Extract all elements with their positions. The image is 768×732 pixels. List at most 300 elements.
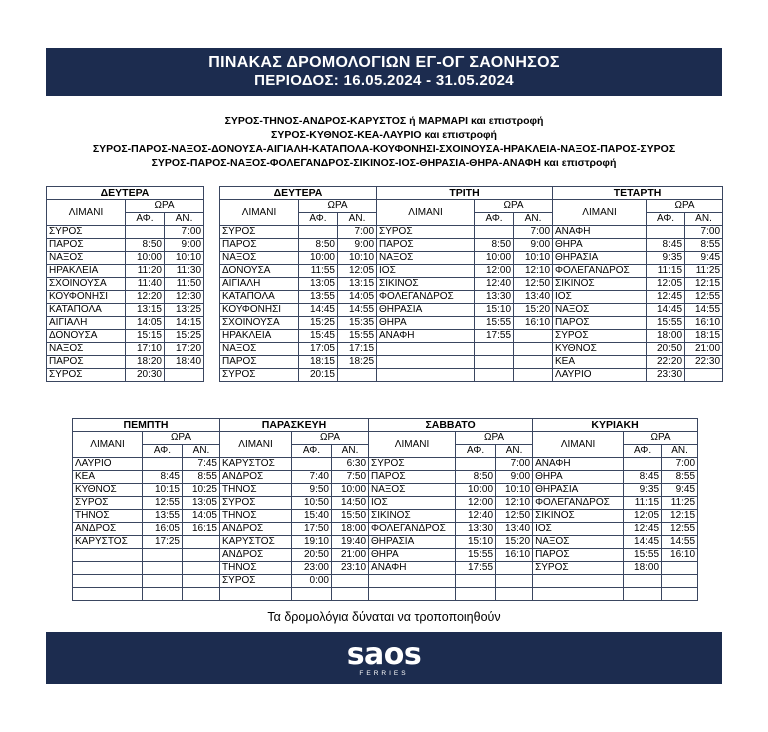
port-cell: ΣΙΚΙΝΟΣ (369, 510, 456, 523)
departure-cell (143, 458, 183, 471)
departure-cell: 13:30 (456, 523, 496, 536)
departure-cell: 17:55 (475, 330, 514, 343)
arrival-cell: 18:00 (332, 523, 369, 536)
port-cell: ΑΝΑΦΗ (377, 330, 475, 343)
arrival-cell: 10:00 (332, 484, 369, 497)
departure-cell (456, 458, 496, 471)
table-row (220, 304, 723, 317)
port-cell: ΛΑΥΡΙΟ (73, 458, 143, 471)
port-cell: ΘΗΡΑ (369, 549, 456, 562)
departure-cell: 14:45 (624, 536, 662, 549)
day-header-row (220, 187, 723, 200)
port-cell: ΔΟΝΟΥΣΑ (220, 265, 299, 278)
departure-cell: 8:45 (647, 239, 685, 252)
route-line: ΣΥΡΟΣ-ΤΗΝΟΣ-ΑΝΔΡΟΣ-ΚΑΡΥΣΤΟΣ ή ΜΑΡΜΑΡΙ και επιστροφή (224, 115, 544, 127)
port-cell: ΣΥΡΟΣ (533, 562, 624, 575)
departure-cell (299, 226, 338, 239)
arrival-cell: 13:40 (496, 523, 533, 536)
arrival-cell: 9:00 (496, 471, 533, 484)
arrival-cell: 9:45 (662, 484, 698, 497)
port-column-header: ΛΙΜΑΝΙ (553, 200, 647, 226)
port-cell: ΣΥΡΟΣ (377, 226, 475, 239)
port-cell: ΚΑΤΑΠΟΛΑ (220, 291, 299, 304)
arrival-cell: 7:00 (685, 226, 723, 239)
table-row (73, 510, 698, 523)
port-cell: ΦΟΛΕΓΑΝΔΡΟΣ (377, 291, 475, 304)
arrival-cell: 19:40 (332, 536, 369, 549)
table-row (220, 252, 723, 265)
port-cell: ΦΟΛΕΓΑΝΔΡΟΣ (553, 265, 647, 278)
departure-cell: 11:15 (624, 497, 662, 510)
departure-cell: 11:55 (299, 265, 338, 278)
port-cell: ΤΗΝΟΣ (220, 510, 292, 523)
departure-cell: 20:50 (292, 549, 332, 562)
departure-cell: 18:20 (126, 356, 165, 369)
departure-cell (126, 226, 165, 239)
port-cell: ΚΥΘΝΟΣ (73, 484, 143, 497)
port-cell (533, 588, 624, 601)
port-cell: ΚΑΡΥΣΤΟΣ (220, 458, 292, 471)
port-cell: ΘΗΡΑΣΙΑ (377, 304, 475, 317)
departure-cell (456, 575, 496, 588)
departure-cell (475, 343, 514, 356)
port-cell (220, 588, 292, 601)
day-header: ΣΑΒΒΑΤΟ (369, 419, 533, 432)
arrival-cell: 16:10 (662, 549, 698, 562)
arrival-cell (685, 369, 723, 382)
time-column-header: ΩΡΑ (624, 432, 698, 445)
port-cell: ΠΑΡΟΣ (369, 471, 456, 484)
arrival-cell: 14:55 (685, 304, 723, 317)
table-row (47, 291, 204, 304)
arrival-cell: 12:10 (514, 265, 553, 278)
table-row (47, 252, 204, 265)
port-cell: ΛΑΥΡΙΟ (553, 369, 647, 382)
departure-cell (624, 588, 662, 601)
port-cell: ΠΑΡΟΣ (553, 317, 647, 330)
routes-list (0, 114, 768, 170)
departure-cell (143, 562, 183, 575)
departure-cell: 8:50 (126, 239, 165, 252)
arrival-cell: 9:00 (165, 239, 204, 252)
departure-cell: 18:00 (624, 562, 662, 575)
arrival-cell: 14:05 (183, 510, 220, 523)
arrival-cell: 9:00 (514, 239, 553, 252)
departure-cell: 14:05 (126, 317, 165, 330)
timetable-monday-1 (46, 186, 204, 382)
port-cell: ΑΝΔΡΟΣ (220, 549, 292, 562)
port-cell: ΣΥΡΟΣ (73, 497, 143, 510)
departure-cell: 17:10 (126, 343, 165, 356)
port-cell: ΑΙΓΙΑΛΗ (220, 278, 299, 291)
port-cell (73, 575, 143, 588)
departure-cell (143, 575, 183, 588)
table-row (220, 369, 723, 382)
arrival-header: ΑΝ. (514, 213, 553, 226)
port-cell: ΚΟΥΦΟΝΗΣΙ (220, 304, 299, 317)
arrival-cell (514, 330, 553, 343)
saos-logo: saos (346, 637, 422, 672)
departure-cell: 11:15 (647, 265, 685, 278)
port-cell: ΘΗΡΑ (533, 471, 624, 484)
disclaimer-note: Τα δρομολόγια δύναται να τροποποιηθούν (267, 610, 501, 624)
arrival-cell: 14:15 (165, 317, 204, 330)
port-cell: ΣΥΡΟΣ (220, 497, 292, 510)
departure-cell: 13:05 (299, 278, 338, 291)
table-row (220, 317, 723, 330)
arrival-cell (662, 562, 698, 575)
port-cell: ΤΗΝΟΣ (73, 510, 143, 523)
arrival-cell: 15:50 (332, 510, 369, 523)
port-cell: ΑΝΔΡΟΣ (220, 471, 292, 484)
route-line: ΣΥΡΟΣ-ΠΑΡΟΣ-ΝΑΞΟΣ-ΦΟΛΕΓΑΝΔΡΟΣ-ΣΙΚΙΝΟΣ-ΙΟΣ-ΘΗΡΑΣΙΑ-ΘΗΡΑ-ΑΝΑΦΗ και επιστροφή (151, 157, 617, 169)
port-cell: ΚΕΑ (553, 356, 647, 369)
arrival-cell: 16:10 (496, 549, 533, 562)
departure-header: ΑΦ. (126, 213, 165, 226)
arrival-cell: 18:40 (165, 356, 204, 369)
departure-cell: 20:50 (647, 343, 685, 356)
port-cell: ΝΑΞΟΣ (220, 343, 299, 356)
arrival-cell (496, 588, 533, 601)
day-header: ΠΕΜΠΤΗ (73, 419, 220, 432)
port-cell: ΣΥΡΟΣ (47, 226, 126, 239)
port-cell: ΣΥΡΟΣ (220, 575, 292, 588)
departure-cell (475, 356, 514, 369)
table-row (73, 562, 698, 575)
departure-cell: 12:45 (647, 291, 685, 304)
arrival-cell: 12:15 (662, 510, 698, 523)
table-row (73, 549, 698, 562)
time-column-header: ΩΡΑ (126, 200, 204, 213)
arrival-cell: 12:30 (165, 291, 204, 304)
arrival-cell: 13:40 (514, 291, 553, 304)
table-row (220, 356, 723, 369)
table-row (73, 575, 698, 588)
arrival-cell (662, 575, 698, 588)
departure-cell: 15:25 (299, 317, 338, 330)
port-cell: ΑΝΑΦΗ (553, 226, 647, 239)
port-cell: ΠΑΡΟΣ (47, 239, 126, 252)
page-title: ΠΙΝΑΚΑΣ ΔΡΟΜΟΛΟΓΙΩΝ ΕΓ-ΟΓ ΣΑΟΝΗΣΟΣ (208, 54, 560, 71)
departure-cell: 22:20 (647, 356, 685, 369)
port-cell: ΙΟΣ (377, 265, 475, 278)
table-row (73, 588, 698, 601)
departure-cell: 16:05 (143, 523, 183, 536)
departure-cell (624, 575, 662, 588)
departure-cell: 15:40 (292, 510, 332, 523)
port-column-header: ΛΙΜΑΝΙ (220, 432, 292, 458)
arrival-cell: 12:55 (685, 291, 723, 304)
arrival-cell: 7:00 (662, 458, 698, 471)
departure-header: ΑΦ. (299, 213, 338, 226)
arrival-cell: 15:20 (514, 304, 553, 317)
port-cell: ΠΑΡΟΣ (220, 356, 299, 369)
departure-cell: 10:00 (475, 252, 514, 265)
arrival-cell (662, 588, 698, 601)
port-cell (533, 575, 624, 588)
departure-cell: 9:35 (624, 484, 662, 497)
arrival-cell: 12:10 (496, 497, 533, 510)
port-cell: ΦΟΛΕΓΑΝΔΡΟΣ (533, 497, 624, 510)
departure-cell (624, 458, 662, 471)
arrival-cell: 13:15 (338, 278, 377, 291)
port-cell (377, 356, 475, 369)
departure-header: ΑΦ. (456, 445, 496, 458)
arrival-cell: 9:45 (685, 252, 723, 265)
port-cell (73, 588, 143, 601)
departure-cell: 8:45 (624, 471, 662, 484)
port-cell: ΚΑΡΥΣΤΟΣ (220, 536, 292, 549)
departure-cell: 12:05 (624, 510, 662, 523)
table-row (73, 536, 698, 549)
port-cell: ΘΗΡΑ (377, 317, 475, 330)
arrival-cell: 7:00 (496, 458, 533, 471)
table-row (47, 304, 204, 317)
arrival-cell (496, 575, 533, 588)
port-cell: ΣΙΚΙΝΟΣ (553, 278, 647, 291)
departure-cell: 13:30 (475, 291, 514, 304)
arrival-cell (183, 549, 220, 562)
arrival-header: ΑΝ. (662, 445, 698, 458)
port-cell (377, 343, 475, 356)
column-header-row (47, 200, 204, 213)
port-cell: ΣΥΡΟΣ (369, 458, 456, 471)
arrival-cell (338, 369, 377, 382)
arrival-cell: 12:50 (496, 510, 533, 523)
port-cell: ΚΑΤΑΠΟΛΑ (47, 304, 126, 317)
day-header: ΔΕΥΤΕΡΑ (220, 187, 377, 200)
port-column-header: ΛΙΜΑΝΙ (533, 432, 624, 458)
arrival-cell: 22:30 (685, 356, 723, 369)
arrival-cell: 12:05 (338, 265, 377, 278)
departure-cell: 12:05 (647, 278, 685, 291)
arrival-cell: 23:10 (332, 562, 369, 575)
table-row (47, 343, 204, 356)
table-row (47, 356, 204, 369)
arrival-cell: 15:55 (338, 330, 377, 343)
arrival-cell: 15:20 (496, 536, 533, 549)
arrival-cell: 17:20 (165, 343, 204, 356)
departure-cell: 0:00 (292, 575, 332, 588)
arrival-cell: 11:25 (685, 265, 723, 278)
departure-cell: 10:00 (299, 252, 338, 265)
departure-cell: 23:30 (647, 369, 685, 382)
port-cell: ΔΟΝΟΥΣΑ (47, 330, 126, 343)
departure-header: ΑΦ. (475, 213, 514, 226)
port-cell: ΚΕΑ (73, 471, 143, 484)
port-cell: ΠΑΡΟΣ (377, 239, 475, 252)
port-cell: ΤΗΝΟΣ (220, 484, 292, 497)
table-row (220, 343, 723, 356)
day-header: ΤΕΤΑΡΤΗ (553, 187, 723, 200)
departure-cell: 17:50 (292, 523, 332, 536)
table-row (73, 458, 698, 471)
arrival-cell: 10:10 (165, 252, 204, 265)
port-cell (369, 575, 456, 588)
day-header-row (47, 187, 204, 200)
arrival-cell: 14:05 (338, 291, 377, 304)
port-cell: ΣΧΟΙΝΟΥΣΑ (220, 317, 299, 330)
arrival-cell: 10:10 (338, 252, 377, 265)
departure-cell: 15:55 (456, 549, 496, 562)
port-cell: ΣΥΡΟΣ (220, 226, 299, 239)
port-cell: ΠΑΡΟΣ (533, 549, 624, 562)
port-cell: ΣΙΚΙΝΟΣ (533, 510, 624, 523)
departure-cell: 9:50 (292, 484, 332, 497)
departure-cell: 8:45 (143, 471, 183, 484)
port-cell: ΚΑΡΥΣΤΟΣ (73, 536, 143, 549)
table-row (47, 278, 204, 291)
departure-header: ΑΦ. (143, 445, 183, 458)
arrival-cell: 10:10 (496, 484, 533, 497)
port-cell: ΘΗΡΑΣΙΑ (533, 484, 624, 497)
departure-cell: 18:15 (299, 356, 338, 369)
port-cell: ΚΟΥΦΟΝΗΣΙ (47, 291, 126, 304)
table-row (47, 369, 204, 382)
arrival-cell: 13:25 (165, 304, 204, 317)
table-row (73, 471, 698, 484)
day-header: ΔΕΥΤΕΡΑ (47, 187, 204, 200)
port-column-header: ΛΙΜΑΝΙ (73, 432, 143, 458)
port-cell: ΝΑΞΟΣ (553, 304, 647, 317)
departure-cell: 20:15 (299, 369, 338, 382)
arrival-cell: 7:00 (514, 226, 553, 239)
port-column-header: ΛΙΜΑΝΙ (377, 200, 475, 226)
table-row (220, 265, 723, 278)
arrival-cell: 10:10 (514, 252, 553, 265)
arrival-cell (183, 575, 220, 588)
departure-cell (143, 549, 183, 562)
arrival-cell: 18:15 (685, 330, 723, 343)
period-text: ΠΕΡΙΟΔΟΣ: 16.05.2024 - 31.05.2024 (254, 72, 514, 89)
table-row (47, 239, 204, 252)
arrival-cell: 11:50 (165, 278, 204, 291)
departure-cell: 17:25 (143, 536, 183, 549)
table-row (220, 278, 723, 291)
table-row (220, 291, 723, 304)
departure-header: ΑΦ. (624, 445, 662, 458)
arrival-cell: 11:30 (165, 265, 204, 278)
departure-cell: 23:00 (292, 562, 332, 575)
port-cell (73, 549, 143, 562)
arrival-header: ΑΝ. (165, 213, 204, 226)
time-column-header: ΩΡΑ (292, 432, 369, 445)
departure-cell: 12:20 (126, 291, 165, 304)
port-cell: ΝΑΞΟΣ (47, 252, 126, 265)
arrival-cell: 13:05 (183, 497, 220, 510)
arrival-cell: 12:55 (662, 523, 698, 536)
port-cell: ΚΥΘΝΟΣ (553, 343, 647, 356)
arrival-header: ΑΝ. (332, 445, 369, 458)
timetable-thursday-to-sunday (72, 418, 698, 601)
port-column-header: ΛΙΜΑΝΙ (47, 200, 126, 226)
departure-cell: 7:40 (292, 471, 332, 484)
table-row (220, 239, 723, 252)
departure-cell (475, 226, 514, 239)
arrival-cell: 16:10 (514, 317, 553, 330)
departure-cell: 12:00 (475, 265, 514, 278)
departure-cell (647, 226, 685, 239)
port-cell: ΣΙΚΙΝΟΣ (377, 278, 475, 291)
time-column-header: ΩΡΑ (647, 200, 723, 213)
departure-cell (292, 458, 332, 471)
port-cell: ΝΑΞΟΣ (377, 252, 475, 265)
departure-header: ΑΦ. (647, 213, 685, 226)
time-column-header: ΩΡΑ (475, 200, 553, 213)
arrival-cell (496, 562, 533, 575)
arrival-cell: 16:15 (183, 523, 220, 536)
table-row (47, 317, 204, 330)
arrival-cell (332, 588, 369, 601)
arrival-cell (332, 575, 369, 588)
departure-cell: 15:55 (624, 549, 662, 562)
arrival-cell: 7:00 (165, 226, 204, 239)
table-row (47, 330, 204, 343)
table-row (220, 330, 723, 343)
departure-cell: 8:50 (475, 239, 514, 252)
day-header: ΤΡΙΤΗ (377, 187, 553, 200)
saos-logo-subtitle: FERRIES (359, 670, 409, 677)
arrival-cell (183, 562, 220, 575)
arrival-cell: 7:00 (338, 226, 377, 239)
arrival-cell: 8:55 (183, 471, 220, 484)
port-cell: ΑΝΑΦΗ (533, 458, 624, 471)
departure-cell: 8:50 (456, 471, 496, 484)
departure-cell: 11:40 (126, 278, 165, 291)
table-row (73, 497, 698, 510)
port-cell: ΝΑΞΟΣ (533, 536, 624, 549)
port-cell (73, 562, 143, 575)
time-column-header: ΩΡΑ (299, 200, 377, 213)
arrival-cell: 17:15 (338, 343, 377, 356)
port-cell: ΘΗΡΑΣΙΑ (369, 536, 456, 549)
column-header-row (220, 200, 723, 213)
arrival-cell: 7:45 (183, 458, 220, 471)
port-cell (377, 369, 475, 382)
route-line: ΣΥΡΟΣ-ΚΥΘΝΟΣ-ΚΕΑ-ΛΑΥΡΙΟ και επιστροφή (271, 129, 497, 141)
departure-cell: 17:55 (456, 562, 496, 575)
departure-cell: 17:05 (299, 343, 338, 356)
departure-cell: 8:50 (299, 239, 338, 252)
port-cell: ΘΗΡΑΣΙΑ (553, 252, 647, 265)
port-cell: ΝΑΞΟΣ (220, 252, 299, 265)
arrival-header: ΑΝ. (338, 213, 377, 226)
port-cell: ΗΡΑΚΛΕΙΑ (47, 265, 126, 278)
departure-cell: 14:45 (647, 304, 685, 317)
arrival-cell: 7:50 (332, 471, 369, 484)
port-cell: ΣΥΡΟΣ (553, 330, 647, 343)
departure-cell: 12:40 (456, 510, 496, 523)
departure-cell: 13:55 (299, 291, 338, 304)
departure-cell: 10:00 (456, 484, 496, 497)
departure-cell: 19:10 (292, 536, 332, 549)
port-cell: ΗΡΑΚΛΕΙΑ (220, 330, 299, 343)
departure-cell: 12:55 (143, 497, 183, 510)
arrival-cell: 14:50 (332, 497, 369, 510)
arrival-cell (514, 343, 553, 356)
departure-cell: 12:40 (475, 278, 514, 291)
arrival-cell (514, 356, 553, 369)
departure-cell: 10:15 (143, 484, 183, 497)
arrival-cell: 14:55 (338, 304, 377, 317)
port-cell: ΑΝΔΡΟΣ (220, 523, 292, 536)
time-column-header: ΩΡΑ (456, 432, 533, 445)
day-header: ΠΑΡΑΣΚΕΥΗ (220, 419, 369, 432)
timetable-monday-tuesday-wednesday (219, 186, 723, 382)
time-column-header: ΩΡΑ (143, 432, 220, 445)
arrival-cell: 14:55 (662, 536, 698, 549)
departure-cell: 15:55 (647, 317, 685, 330)
